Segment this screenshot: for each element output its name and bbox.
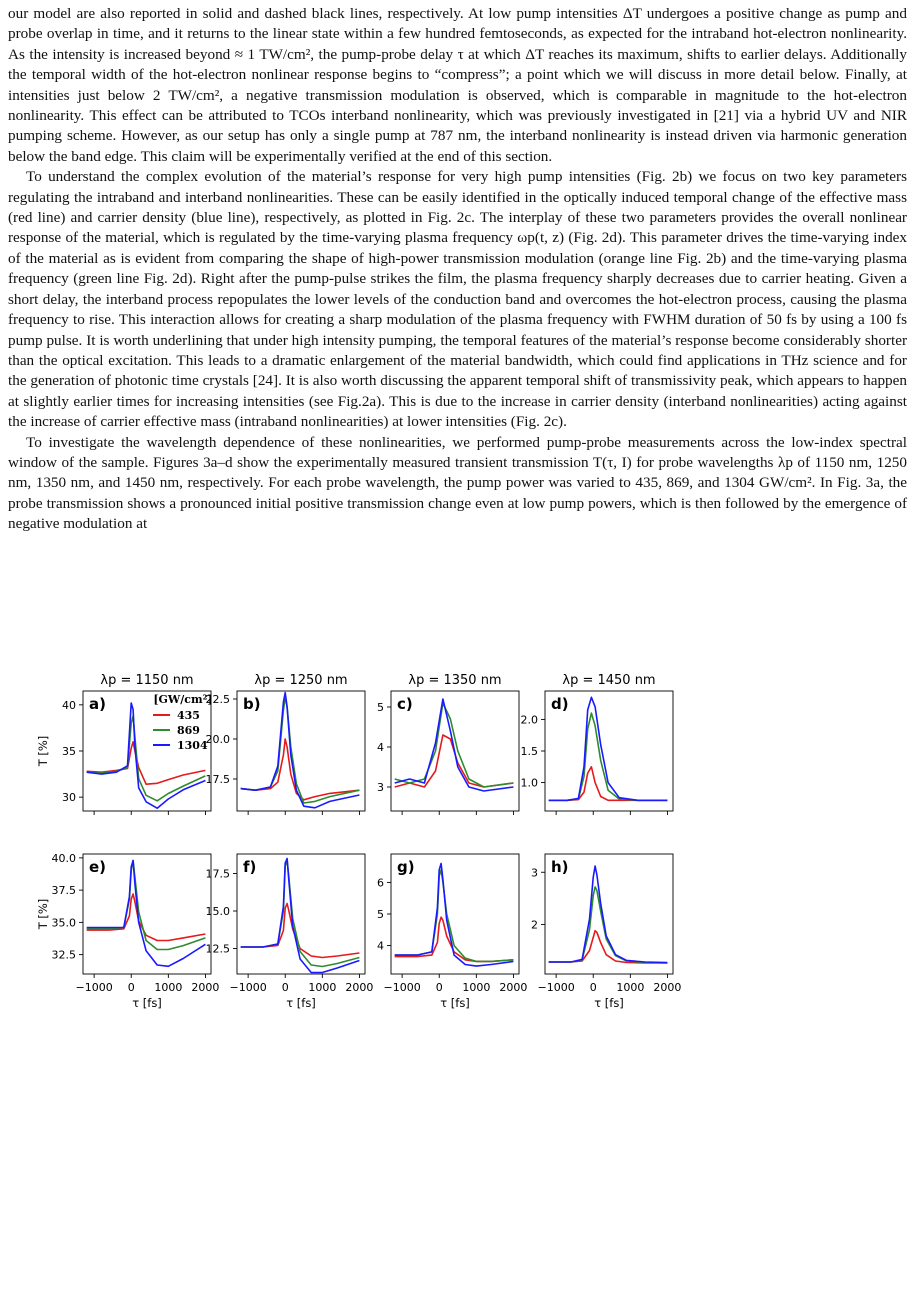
series-line-869 (241, 860, 360, 967)
panel-label: f) (243, 858, 257, 876)
legend-title: [GW/cm²] (153, 693, 213, 706)
series-line-869 (395, 870, 514, 962)
series-line-1304 (549, 866, 668, 963)
x-tick-label: 1000 (462, 981, 491, 994)
y-tick-label: 5 (377, 701, 384, 714)
y-tick-label: 15.0 (205, 905, 230, 918)
x-tick-label: 0 (589, 981, 597, 994)
y-tick-label: 17.5 (205, 867, 230, 881)
series-line-435 (87, 894, 206, 941)
y-tick-label: 3 (531, 866, 538, 880)
x-tick-label: 0 (281, 981, 289, 994)
paragraph-1: our model are also reported in solid and dashed black lines, respectively. At low pump intensities ΔT undergoes a positive change as pump and probe overlap in time, and it returns to the linear state within a few hundred femtoseconds, as expected for the intraband hot-electron nonlinearity. As the intensity is increased beyond ≈ 1 TW/cm², the pump-probe delay τ at which ΔT reaches its maximum, shifts to earlier delays. Additionally the temporal width of the hot-electron nonlinear response begins to “compress”; a point which we will discuss in more detail below. Finally, at intensities just below 2 TW/cm², a negative transmission modulation is observed, which is comparable in magnitude to the hot-electron nonlinearity. This effect can be attributed to TCOs interband nonlinearity, which was previously investigated in [21] via a hybrid UV and NIR pumping scheme. However, as our setup has only a single pump at 787 nm, the interband nonlinearity is instead driven via harmonic generation below the band edge. This claim will be experimentally verified at the end of this section. (8, 5, 907, 165)
paragraph-3: To investigate the wavelength dependence of these nonlinearities, we performed pump-probe measurements across the low-index spectral window of the sample. Figures 3a–d show the experimentally measured transient transmission T(τ, I) for probe wavelengths λp of 1150 nm, 1250 nm, 1350 nm, and 1450 nm, respectively. For each probe wavelength, the pump power was varied to 435, 869, and 1304 GW/cm². In Fig. 3a, the probe transmission shows a pronounced initial positive transmission change even at low pump powers, which is then followed by the emergence of negative modulation at (8, 433, 907, 533)
panel-label: a) (89, 695, 106, 713)
series-line-435 (241, 739, 360, 800)
x-tick-label: 2000 (499, 981, 528, 994)
x-axis-label: τ [fs] (594, 996, 624, 1010)
legend-entry: 1304 (177, 739, 208, 752)
y-tick-label: 1.0 (520, 776, 538, 790)
panel-label: c) (397, 695, 413, 713)
y-tick-label: 20.0 (205, 733, 230, 746)
series-line-869 (549, 887, 668, 963)
y-tick-label: 1.5 (520, 745, 538, 758)
x-tick-label: 2000 (345, 981, 374, 994)
x-axis-label: τ [fs] (440, 996, 470, 1010)
x-tick-label: 2000 (653, 981, 682, 994)
panel-label: h) (551, 858, 569, 876)
y-tick-label: 35.0 (51, 916, 76, 930)
panel-label: e) (89, 858, 107, 876)
y-tick-label: 35 (62, 745, 76, 758)
y-tick-label: 22.5 (205, 693, 230, 706)
panel-title: λp = 1150 nm (100, 673, 194, 688)
x-tick-label: 1000 (154, 981, 183, 994)
y-tick-label: 6 (377, 876, 384, 890)
y-tick-label: 40.0 (51, 851, 76, 865)
panel-label: b) (243, 695, 261, 713)
x-tick-label: 0 (127, 981, 135, 994)
x-tick-label: −1000 (75, 981, 113, 994)
legend-entry: 435 (177, 709, 200, 722)
panel-title: λp = 1450 nm (562, 673, 656, 688)
series-line-869 (549, 713, 668, 800)
y-tick-label: 2.0 (520, 713, 538, 727)
y-tick-label: 37.5 (51, 884, 76, 898)
y-tick-label: 30 (62, 791, 76, 805)
x-tick-label: 2000 (191, 981, 220, 994)
series-line-1304 (87, 861, 206, 967)
y-tick-label: 4 (377, 939, 384, 953)
paragraph-2: To understand the complex evolution of the material’s response for very high pump intensities (Fig. 2b) we focus on two key parameters regulating the intraband and interband nonlinearities. These can be easily identified in the optically induced temporal change of the effective mass (red line) and carrier density (blue line), respectively, as plotted in Fig. 2c. The interplay of these two parameters provides the overall nonlinear response of the material, which is regulated by the time-varying plasma frequency ωp(t, z) (Fig. 2d). This parameter drives the time-varying index of the material as is evident from comparing the shape of high-power transmission modulation (orange line Fig. 2b) and the time-varying plasma frequency (green line Fig. 2d). Right after the pump-pulse strikes the film, the plasma frequency sharply decreases due to carrier heating. Given a short delay, the interband process repopulates the lower levels of the conduction band and overcomes the hot-electron process, causing the plasma frequency to rise. This interaction allows for creating a sharp modulation of the plasma frequency with FWHM duration of 50 fs by using a 100 fs pump pulse. It is worth underlining that under high intensity pumping, the temporal features of the material’s response become considerably shorter than the optical excitation. This leads to a dramatic enlargement of the material bandwidth, which could find applications in THz science and for the generation of photonic time crystals [24]. It is also worth discussing the apparent temporal shift of transmissivity peak, which appears to happen at slightly earlier times for increasing intensities (see Fig.2a). This is due to the increase in carrier density (interband nonlinearities) acting against the increase of carrier effective mass (intraband nonlinearities) at lower intensities (Fig. 2c). (8, 168, 907, 431)
y-axis-label: T [%] (36, 735, 50, 767)
x-axis-label: τ [fs] (286, 996, 316, 1010)
x-tick-label: −1000 (537, 981, 575, 994)
x-tick-label: 0 (435, 981, 443, 994)
y-tick-label: 17.5 (205, 773, 230, 786)
y-tick-label: 2 (531, 918, 538, 932)
y-tick-label: 32.5 (51, 948, 76, 962)
y-axis-label: T [%] (36, 898, 50, 930)
y-tick-label: 40 (62, 698, 76, 712)
x-tick-label: 1000 (616, 981, 645, 994)
panel-title: λp = 1250 nm (254, 673, 348, 688)
y-tick-label: 4 (377, 741, 384, 754)
x-tick-label: −1000 (229, 981, 267, 994)
x-tick-label: −1000 (383, 981, 421, 994)
x-axis-label: τ [fs] (132, 996, 162, 1010)
series-line-869 (241, 697, 360, 803)
y-tick-label: 3 (377, 781, 384, 794)
x-tick-label: 1000 (308, 981, 337, 994)
series-line-435 (549, 931, 668, 963)
panel-label: g) (397, 858, 415, 876)
y-tick-label: 5 (377, 908, 384, 921)
legend-entry: 869 (177, 724, 200, 737)
panel-title: λp = 1350 nm (408, 673, 502, 688)
y-tick-label: 12.5 (205, 942, 230, 956)
panel-label: d) (551, 695, 569, 713)
